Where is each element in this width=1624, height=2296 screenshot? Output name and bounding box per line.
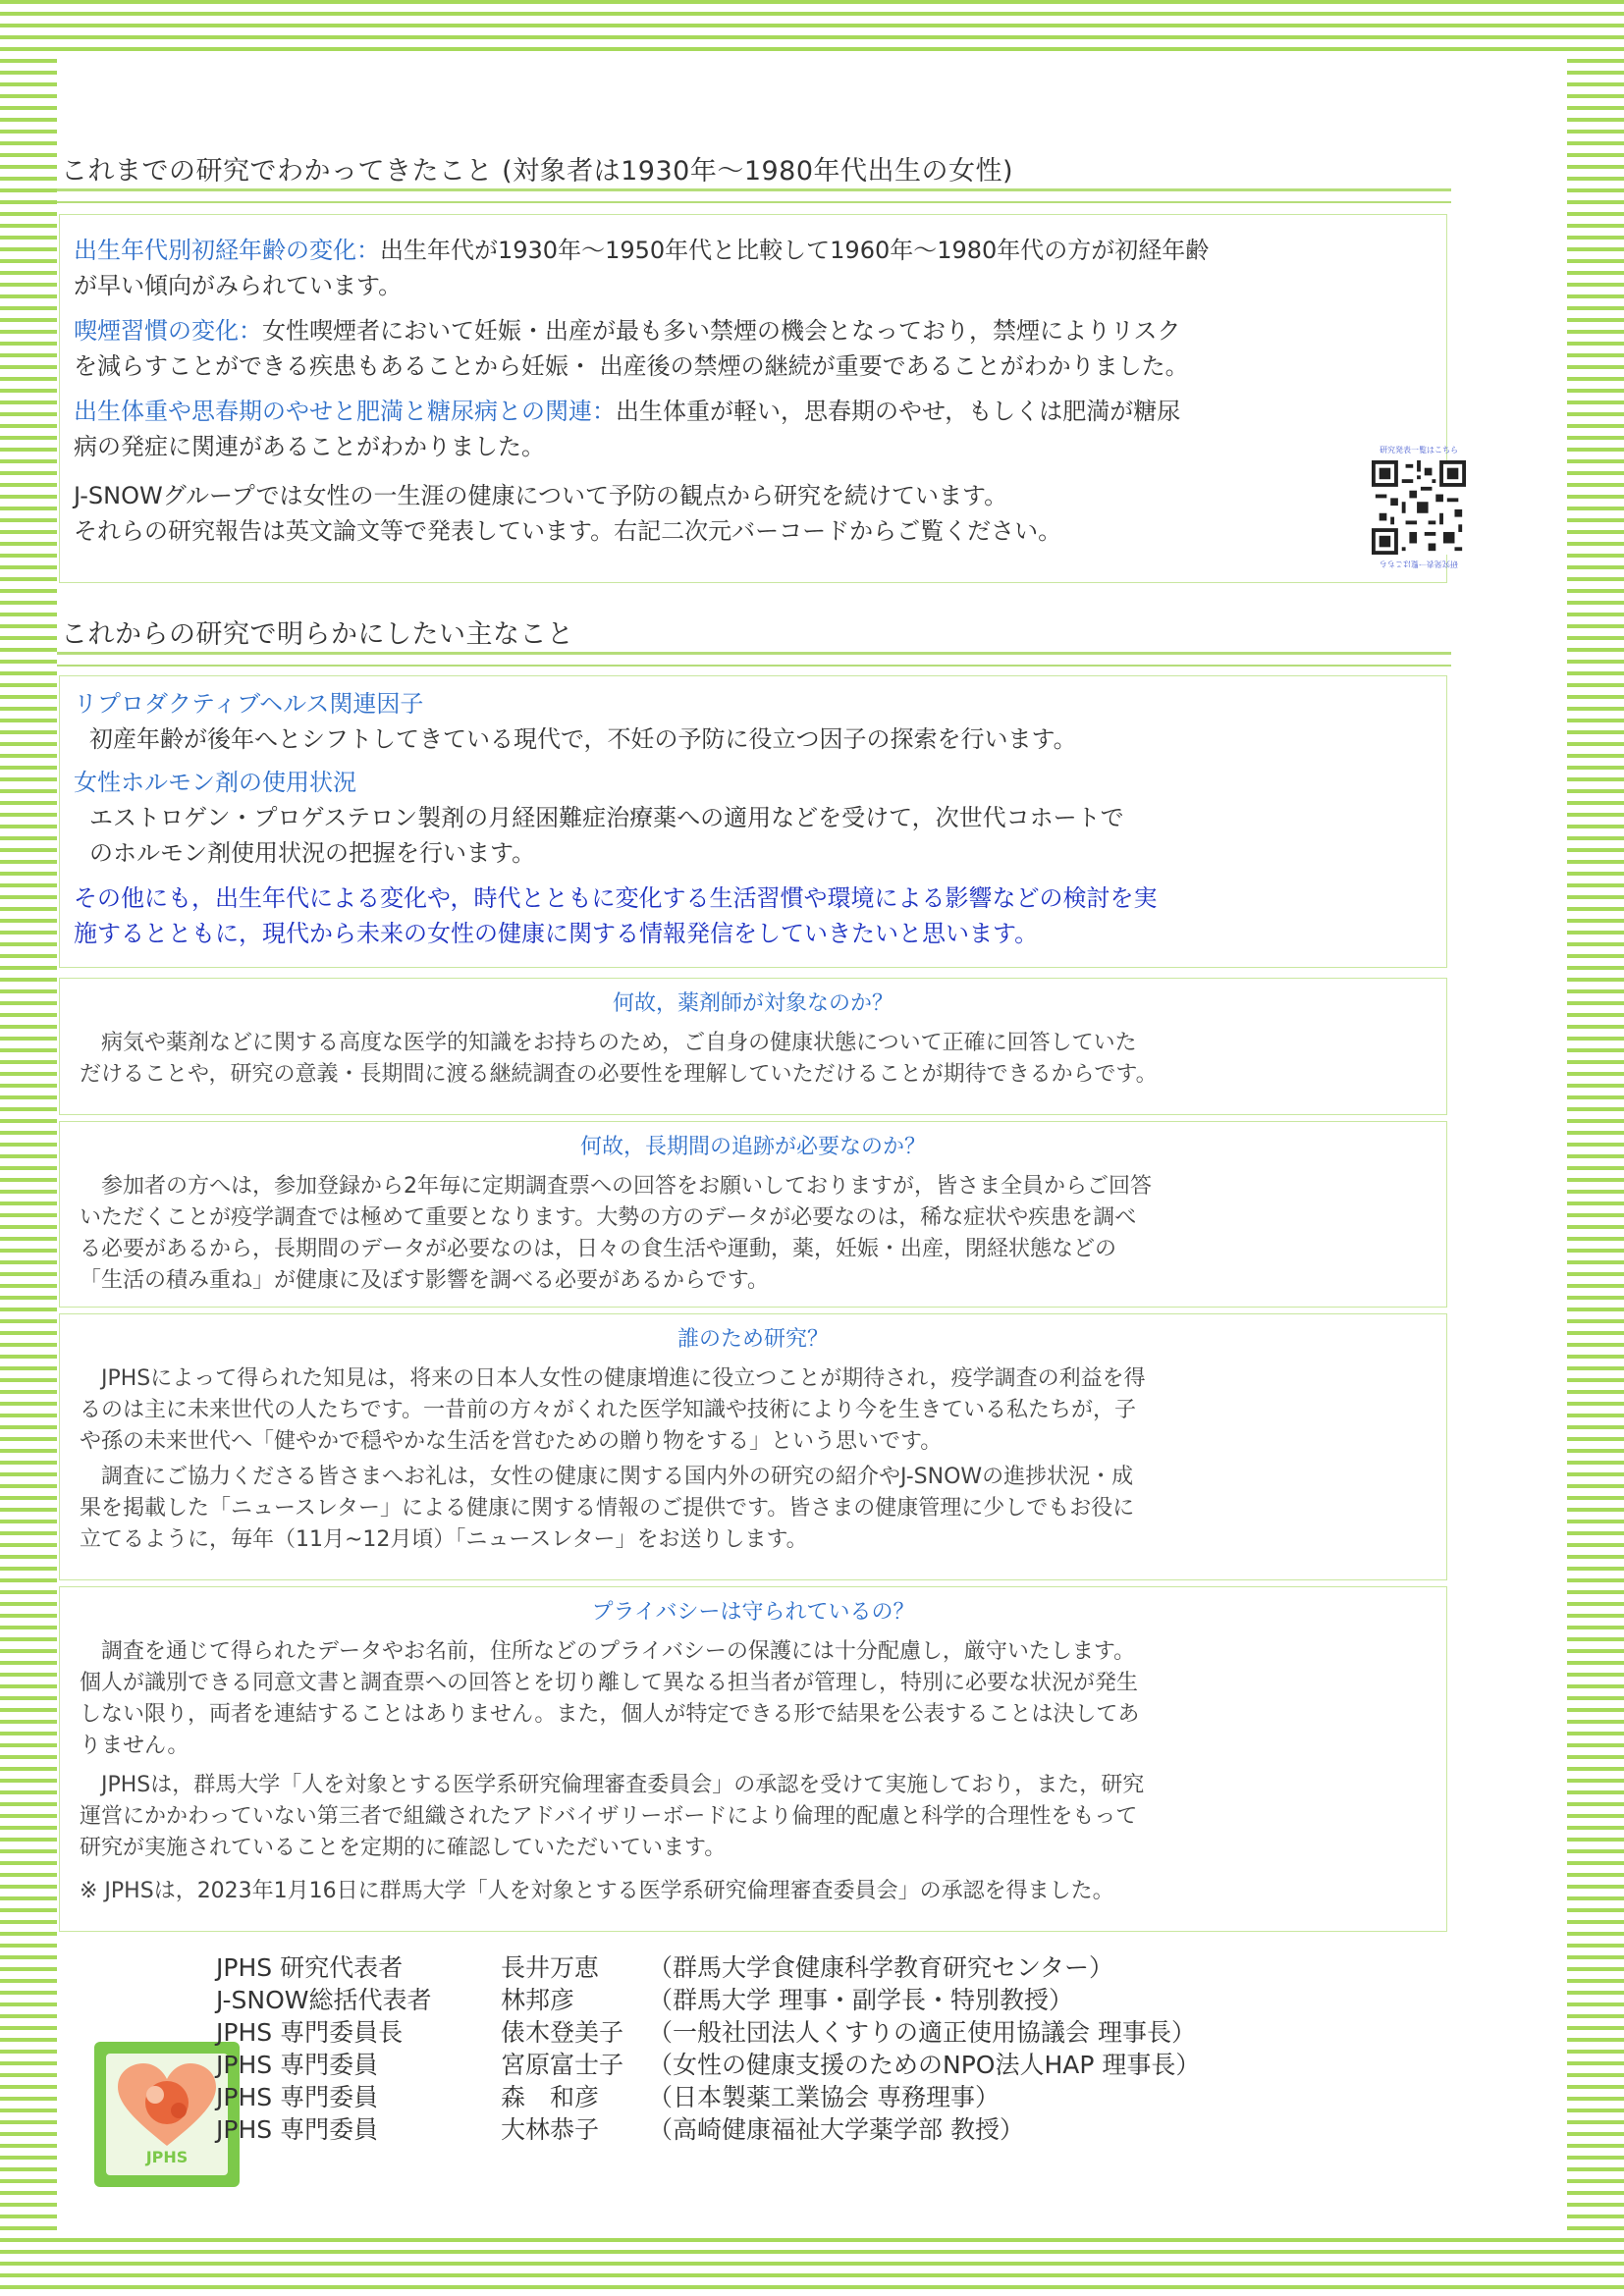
finding-text: 女性喫煙者において妊娠・出産が最も多い禁煙の機会となっており，禁煙によりリスク [262, 317, 1181, 345]
faq-box [59, 1586, 1447, 1932]
staff-row [216, 2113, 1200, 2146]
qr-pattern [1372, 460, 1466, 555]
section1-box [59, 214, 1458, 583]
staff-name: 森 和彦 [501, 2083, 600, 2111]
staff-row [216, 2081, 1200, 2113]
faq-answer-line: 立てるように，毎年（11月~12月頃）「ニュースレター」をお送りします。 [80, 1527, 808, 1552]
staff-role: JPHS 専門委員 [216, 2051, 379, 2079]
staff-name: 俵木登美子 [501, 2018, 624, 2047]
staff-affiliation: （高崎健康福祉大学薬学部 教授） [648, 2115, 1024, 2144]
logo-text: JPHS [145, 2148, 189, 2166]
section2-heading: これからの研究で明らかにしたい主なこと [61, 619, 574, 650]
staff-affiliation: （女性の健康支援のためのNPO法人HAP 理事長） [648, 2051, 1201, 2079]
faq-answer-line: 個人が識別できる同意文書と調査票への回答とを切り離して異なる担当者が管理し，特別に必要な状況が発生 [80, 1671, 1139, 1695]
faq-answer [80, 1363, 1427, 1458]
staff-role: JPHS 専門委員長 [216, 2018, 404, 2047]
staff-row [216, 2049, 1200, 2081]
faq-answer-line: いただくことが疫学調査では極めて重要となります。大勢の方のデータが必要なのは，稀な症状や疾患を調べ [80, 1205, 1137, 1230]
jsnow-note [74, 478, 1433, 549]
faq-answer-line: 果を掲載した「ニュースレター」による健康に関する情報のご提供です。皆さまの健康管理に少しでもお役に [80, 1496, 1135, 1521]
staff-row [216, 2016, 1200, 2049]
finding-smoking [74, 313, 1433, 384]
section1-rule [57, 188, 1451, 203]
faq-answer-line: 参加者の方へは，参加登録から2年毎に定期調査票への回答をお願いしておりますが，皆さま全員からご回答 [101, 1174, 1153, 1199]
staff-row [216, 1984, 1200, 2016]
staff-name: 林邦彦 [501, 1986, 575, 2014]
faq-question: 誰のため研究？ [677, 1327, 829, 1352]
finding-age-at-menarche [74, 233, 1433, 303]
staff-name: 大林恭子 [501, 2115, 600, 2144]
faq-answer-line: 運営にかかわっていない第三者で組織されたアドバイザリーボードにより倫理的配慮と科学的合理性をもって [80, 1804, 1138, 1829]
faq-answer [80, 1171, 1427, 1297]
staff-row [216, 1951, 1200, 1984]
finding-label: 出生体重や思春期のやせと肥満と糖尿病との関連： [74, 398, 616, 425]
finding-text: が早い傾向がみられています。 [74, 272, 403, 299]
faq-answer [80, 1462, 1427, 1556]
faq-answer-line: 研究が実施されていることを定期的に確認していただいています。 [80, 1836, 727, 1860]
faq-answer-line: 調査にご協力くださる皆さまへお礼は，女性の健康に関する国内外の研究の紹介やJ-SNOWの進捗状況・成 [101, 1465, 1134, 1489]
goal-text: のホルモン剤使用状況の把握を行います。 [89, 839, 536, 867]
faq-answer-line: JPHSによって得られた知見は，将来の日本人女性の健康増進に役立つことが期待され，疫学調査の利益を得 [101, 1366, 1146, 1391]
faq-answer-line: りません。 [80, 1734, 189, 1758]
qr-caption-top: 研究発表一覧はこちら [1380, 446, 1458, 454]
section1-heading: これまでの研究でわかってきたこと (対象者は1930年～1980年代出生の女性) [61, 156, 1014, 187]
section2-rule [57, 652, 1451, 667]
heart-icon [118, 2063, 216, 2148]
closing-line: 施するとともに，現代から未来の女性の健康に関する情報発信をしていきたいと思います。 [74, 920, 1039, 947]
faq-question: 何故，薬剤師が対象なのか？ [612, 991, 893, 1016]
faq-answer-line: るのは主に未来世代の人たちです。一昔前の方々がくれた医学知識や技術により今を生きている私たちが，子 [80, 1398, 1137, 1422]
faq-box [59, 978, 1447, 1115]
staff-role: JPHS 研究代表者 [216, 1953, 404, 1982]
finding-text: 出生体重が軽い，思春期のやせ，もしくは肥満が糖尿 [616, 398, 1181, 425]
finding-label: 喫煙習慣の変化： [74, 317, 262, 345]
finding-text: 病の発症に関連があることがわかりました。 [74, 433, 545, 460]
qr-code[interactable] [1354, 445, 1484, 574]
faq-answer [80, 1636, 1427, 1762]
staff-list [216, 1951, 1200, 2146]
goal-label: 女性ホルモン剤の使用状況 [74, 769, 356, 796]
faq-answer-line: 「生活の積み重ね」が健康に及ぼす影響を調べる必要があるからです。 [80, 1268, 770, 1293]
faq-answer-line: しない限り，両者を連結することはありません。また，個人が特定できる形で結果を公表することは決してあ [80, 1702, 1140, 1727]
faq-answer-line: 調査を通じて得られたデータやお名前，住所などのプライバシーの保護には十分配慮し，厳守いたします。 [101, 1639, 1136, 1664]
staff-affiliation: （群馬大学 理事・副学長・特別教授） [648, 1986, 1073, 2014]
staff-role: JPHS 専門委員 [216, 2083, 379, 2111]
finding-text: 出生年代が1930年～1950年代と比較して1960年～1980年代の方が初経年齢 [380, 237, 1210, 264]
staff-affiliation: （一般社団法人くすりの適正使用協議会 理事長） [648, 2018, 1196, 2047]
faq-box [59, 1313, 1447, 1580]
staff-affiliation: （群馬大学食健康科学教育研究センター） [648, 1953, 1114, 1982]
staff-name: 宮原富士子 [501, 2051, 624, 2079]
section2-box [59, 675, 1447, 968]
faq-answer [80, 1028, 1427, 1091]
staff-role: JPHS 専門委員 [216, 2115, 379, 2144]
faq-answer-line: JPHSは，群馬大学「人を対象とする医学系研究倫理審査委員会」の承認を受けて実施しており，また，研究 [101, 1773, 1145, 1797]
closing-text [74, 881, 1433, 951]
goal-text: 初産年齢が後年へとシフトしてきている現代で，不妊の予防に役立つ因子の探索を行います。 [89, 725, 1077, 753]
qr-caption-bottom: 研究発表一覧はこちら [1380, 560, 1458, 568]
jsnow-note-line: それらの研究報告は英文論文等で発表しています。右記二次元バーコードからご覧ください。 [74, 517, 1062, 545]
faq-question: 何故，長期間の追跡が必要なのか？ [579, 1135, 926, 1159]
approval-note: ※ JPHSは，2023年1月16日に群馬大学「人を対象とする医学系研究倫理審査委員会」の承認を得ました。 [80, 1879, 1114, 1903]
goal-label: リプロダクティブヘルス関連因子 [74, 690, 424, 718]
closing-line: その他にも，出生年代による変化や，時代とともに変化する生活習慣や環境による影響などの検討を実 [74, 884, 1158, 912]
faq-box [59, 1121, 1447, 1308]
finding-text: を減らすことができる疾患もあることから妊娠・ 出産後の禁煙の継続が重要であることがわかりました。 [74, 352, 1189, 380]
faq-answer [80, 1770, 1427, 1864]
faq-question: プライバシーは守られているの？ [591, 1600, 915, 1625]
goal-text: エストロゲン・プロゲステロン製剤の月経困難症治療薬への適用などを受けて，次世代コホートで [89, 804, 1124, 831]
faq-answer-line: る必要があるから，長期間のデータが必要なのは，日々の食生活や運動，薬，妊娠・出産，閉経状態などの [80, 1237, 1117, 1261]
faq-answer-line: や孫の未来世代へ「健やかで穏やかな生活を営むための贈り物をする」という思いです。 [80, 1429, 943, 1454]
finding-label: 出生年代別初経年齢の変化： [74, 237, 380, 264]
staff-name: 長井万恵 [501, 1953, 600, 1982]
finding-birthweight [74, 394, 1433, 464]
faq-answer-line: だけることや，研究の意義・長期間に渡る継続調査の必要性を理解していただけることが期待できるからです。 [80, 1062, 1158, 1087]
faq-answer-line: 病気や薬剤などに関する高度な医学的知識をお持ちのため，ご自身の健康状態について正確に回答していた [101, 1031, 1137, 1055]
staff-role: J-SNOW総括代表者 [216, 1986, 432, 2014]
jsnow-note-line: J-SNOWグループでは女性の一生涯の健康について予防の観点から研究を続けています。 [74, 482, 1008, 509]
staff-affiliation: （日本製薬工業協会 専務理事） [648, 2083, 1000, 2111]
